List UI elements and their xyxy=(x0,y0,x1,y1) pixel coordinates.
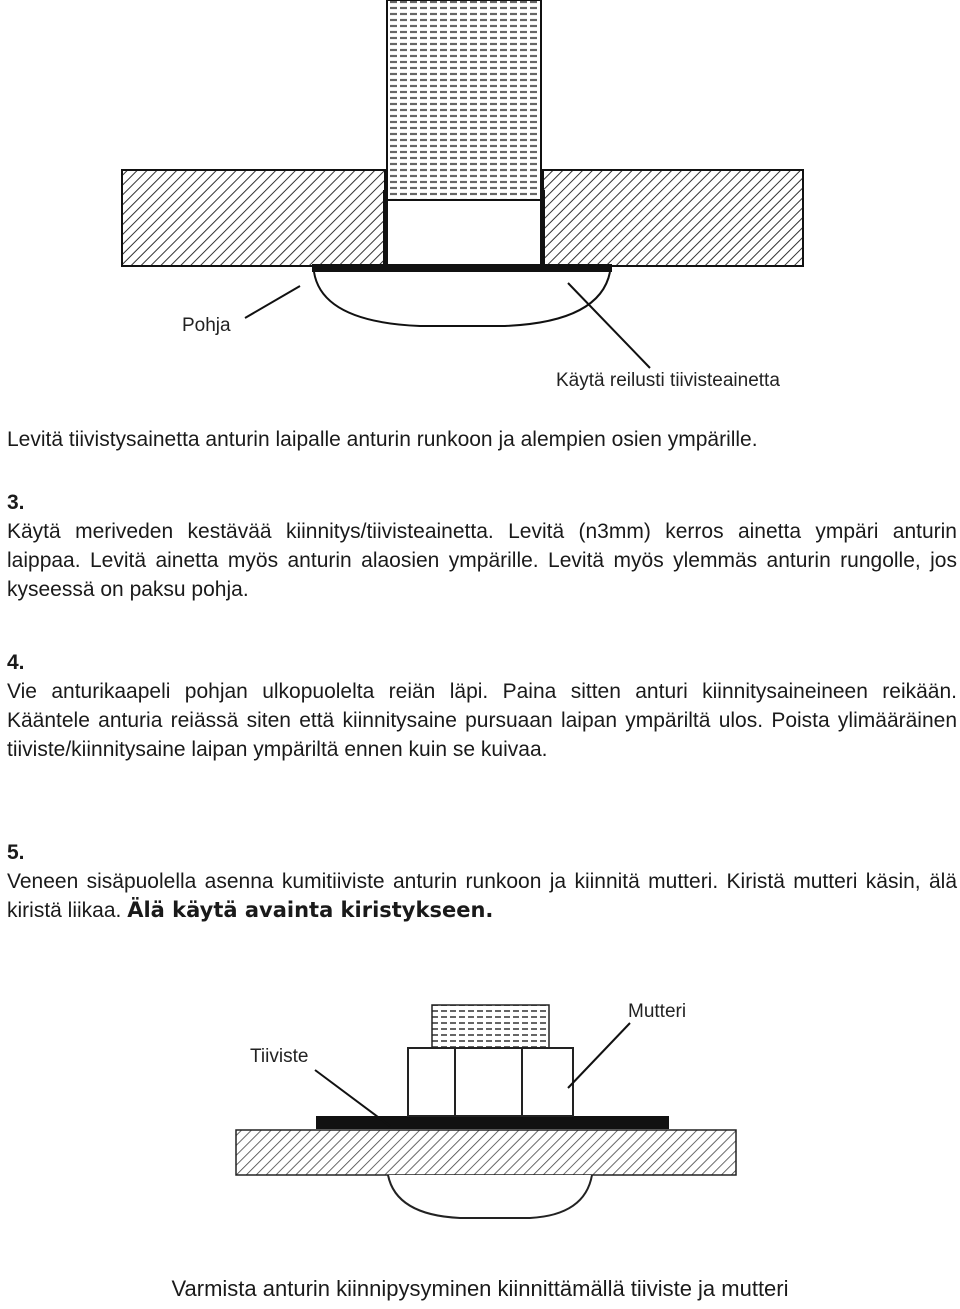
figure-nut-diagram xyxy=(0,985,960,1265)
step-number: 3. xyxy=(7,491,25,514)
sensor-dome xyxy=(388,1175,592,1218)
figure-caption: Varmista anturin kiinnipysyminen kiinnittämällä tiiviste ja mutteri xyxy=(171,1276,789,1301)
label-seal: Tiiviste xyxy=(250,1046,309,1067)
sensor-thread xyxy=(432,1005,549,1048)
instructions xyxy=(7,425,957,454)
step-text xyxy=(7,867,957,925)
step-4 xyxy=(7,648,957,764)
label-bottom: Pohja xyxy=(182,315,231,336)
label-sealant: Käytä reilusti tiivisteainetta xyxy=(556,370,780,391)
intro-paragraph: Levitä tiivistysainetta anturin laipalle anturin runkoon ja alempien osien ympärille. xyxy=(7,428,758,451)
hull xyxy=(236,1130,736,1175)
sensor-body xyxy=(387,200,541,266)
seal xyxy=(316,1116,669,1129)
sensor-flange xyxy=(312,264,612,272)
sensor-dome xyxy=(314,272,610,326)
step-text: Vie anturikaapeli pohjan ulkopuolelta reiän läpi. Paina sitten anturi kiinnitysaineineen reikään. Kääntele anturia reiässä siten että kiinnitysaine pursuaan laipan ympäriltä ulos. Poista ylimääräinen tiiviste/kiinnitysaine laipan ympäriltä ennen kuin se kuivaa. xyxy=(7,680,957,761)
hull-left xyxy=(122,170,385,266)
step-text: Käytä meriveden kestävää kiinnitys/tiivisteainetta. Levitä (n3mm) kerros ainetta ympäri anturin laippaa. Levitä ainetta myös anturin alaosien ympärille. Levitä myös ylemmäs anturin rungolle, jos kyseessä on paksu pohja. xyxy=(7,520,957,601)
step-number: 5. xyxy=(7,841,25,864)
step-3 xyxy=(7,488,957,604)
step-text-normal: Veneen sisäpuolella asenna kumitiiviste anturin runkoon ja kiinnitä mutteri. Kiristä mutteri käsin, älä kiristä liikaa. xyxy=(7,870,957,922)
label-nut: Mutteri xyxy=(628,1001,687,1022)
step-number: 4. xyxy=(7,651,25,674)
warning-text: Älä käytä avainta kiristykseen. xyxy=(127,898,494,922)
figure-sealant-diagram xyxy=(0,0,960,400)
hull-right xyxy=(543,170,803,266)
nut xyxy=(408,1048,573,1116)
sensor-thread xyxy=(387,0,541,200)
step-5 xyxy=(7,838,957,925)
